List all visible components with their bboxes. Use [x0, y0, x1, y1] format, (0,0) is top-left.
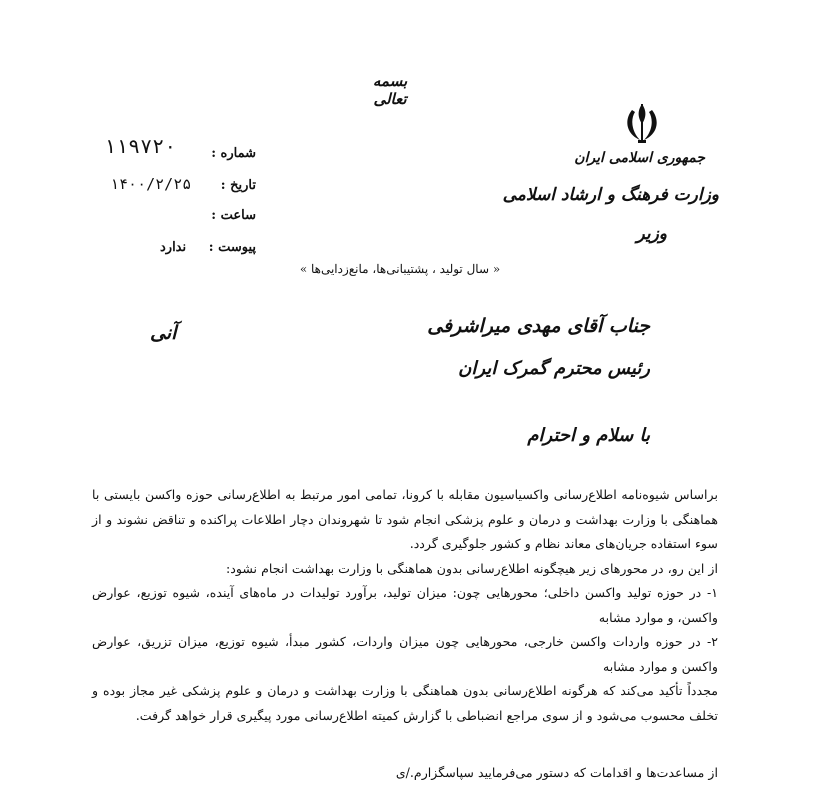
- attachment-label: پیوست :: [208, 240, 256, 255]
- urgency-mark: آنی: [150, 322, 177, 344]
- body-item-1: ۱- در حوزه تولید واکسن داخلی؛ محورهایی چون: میزان تولید، برآورد تولیدات در ماه‌های آینده، شیوه توزیع، عوارض واکسن، و موارد مشابه: [92, 585, 718, 625]
- iran-emblem-icon: [620, 100, 664, 148]
- body-paragraph-3: مجدداً تأکید می‌کند که هرگونه اطلاع‌رسانی بدون هماهنگی با وزارت بهداشت و درمان و علوم پزشکی غیر مجاز بوده و تخلف محسوب می‌شود و از سوی مراجع انضباطی با گزارش کمیته اطلاع‌رسانی مورد پیگیری قرار خواهد گرفت.: [92, 683, 718, 723]
- letter-number: ۱۱۹۷۲۰: [104, 134, 177, 158]
- letter-body: [92, 483, 718, 728]
- closing-line: از مساعدت‌ها و اقدامات که دستور می‌فرمایید سپاسگزارم./ی: [395, 765, 718, 780]
- basmala-heading: بسمه تعالی: [372, 72, 408, 108]
- letter-date: ۱۴۰۰/۲/۲۵: [110, 175, 192, 193]
- republic-name: جمهوری اسلامی ایران: [574, 150, 705, 166]
- greeting: با سلام و احترام: [527, 425, 650, 446]
- body-item-2: ۲- در حوزه واردات واکسن خارجی، محورهایی چون میزان واردات، کشور مبدأ، شیوه توزیع، میزان تزریق، عوارض واکسن و موارد مشابه: [92, 634, 718, 674]
- office-title: وزیر: [636, 224, 667, 244]
- body-paragraph-1: براساس شیوه‌نامه اطلاع‌رسانی واکسیاسیون مقابله با کرونا، تمامی امور مرتبط به اطلاع‌رسانی حوزه واکسن بایستی با هماهنگی با وزارت بهداشت و درمان و علوم پزشکی انجام شود تا شهروندان دچار اطلاعات پراکنده و تناقض نشوند و از سوء استفاده جریان‌های معاند نظام و کشور جلوگیری گردد.: [92, 487, 718, 551]
- number-label: شماره :: [211, 146, 256, 161]
- body-paragraph-2: از این رو، در محورهای زیر هیچگونه اطلاع‌رسانی بدون هماهنگی با وزارت بهداشت انجام نشود:: [225, 560, 718, 576]
- year-slogan: « سال تولید ، پشتیبانی‌ها، مانع‌زدایی‌ها »: [299, 262, 501, 276]
- ministry-name: وزارت فرهنگ و ارشاد اسلامی: [502, 185, 719, 205]
- date-label: تاریخ :: [220, 178, 256, 193]
- recipient-title: رئیس محترم گمرک ایران: [458, 358, 650, 379]
- time-label: ساعت :: [211, 208, 256, 223]
- attachment-value: ندارد: [160, 240, 187, 255]
- recipient-name: جناب آقای مهدی میراشرفی: [427, 315, 650, 337]
